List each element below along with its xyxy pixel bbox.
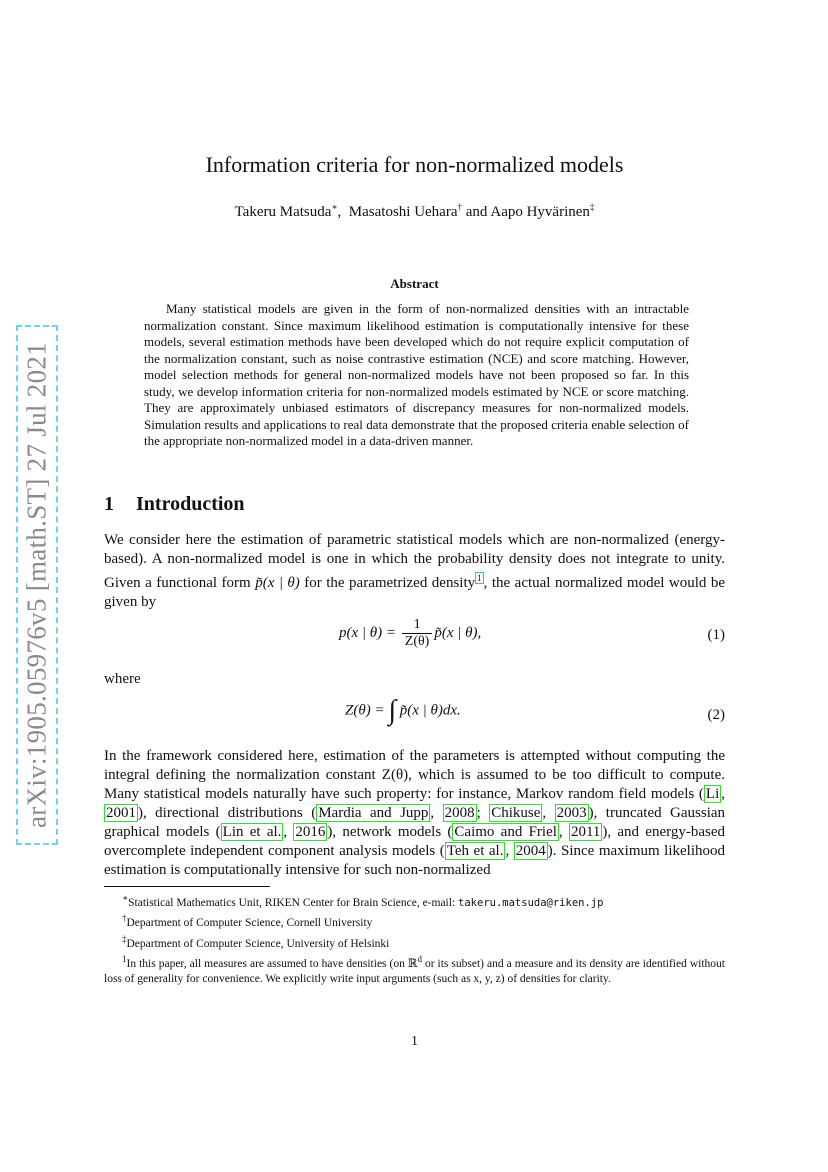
superscript: d: [417, 953, 422, 964]
author-name: Aapo Hyvärinen: [490, 204, 590, 220]
citation-link[interactable]: Teh et al.: [446, 843, 504, 859]
author-list: Takeru Matsuda∗, Masatoshi Uehara† and Aapo Hyvärinen‡: [234, 202, 595, 220]
footnote-text: Department of Computer Science, Cornell University: [126, 917, 373, 930]
inline-math: p̃(x | θ): [255, 575, 300, 591]
footnote-text: In this paper, all measures are assumed to have densities (on ℝ: [126, 957, 418, 970]
section-title: Introduction: [136, 493, 245, 515]
text-run: ,: [283, 824, 294, 840]
author-mark[interactable]: †: [457, 202, 462, 212]
text-run: ,: [430, 805, 443, 821]
text-run: , the actual normalized model would be given by: [104, 575, 725, 610]
text-run: ,: [721, 786, 725, 802]
text-run: ), network models (: [327, 824, 453, 840]
text-run: ), and energy-based overcomplete independent component analysis models (: [104, 824, 725, 859]
citation-link[interactable]: 2016: [295, 824, 326, 840]
equation-rhs: p̃(x | θ),: [434, 624, 482, 641]
equation-2: [104, 697, 725, 737]
intro-paragraph-2: [104, 747, 725, 880]
footnote-4: [104, 952, 725, 988]
email-link[interactable]: takeru.matsuda@riken.jp: [458, 896, 604, 909]
text-run: ). Since maximum likelihood estimation is computationally intensive for such non-normalized: [104, 843, 725, 878]
equation-lhs: Z(θ) =: [345, 702, 385, 719]
citation-link[interactable]: Li: [705, 786, 720, 802]
author-mark[interactable]: ‡: [589, 202, 595, 212]
numerator: 1: [402, 617, 433, 634]
citation-link[interactable]: Mardia and Jupp: [318, 805, 429, 821]
citation-link[interactable]: 2011: [570, 824, 601, 840]
integral-symbol: ∫: [388, 695, 396, 726]
abstract-heading: Abstract: [390, 276, 439, 291]
footnote-divider: [104, 886, 270, 887]
arxiv-stamp-text: arXiv:1905.05976v5 [math.ST] 27 Jul 2021: [21, 342, 52, 828]
citation-link[interactable]: 2008: [444, 805, 475, 821]
author-name: Takeru Matsuda: [234, 204, 332, 220]
footnotes: [104, 891, 725, 988]
footnote-text: Statistical Mathematics Unit, RIKEN Center for Brain Science, e-mail:: [128, 896, 459, 909]
page-number: 1: [411, 1034, 418, 1049]
section-number: 1: [104, 493, 114, 515]
footnote-text: Department of Computer Science, University of Helsinki: [126, 937, 390, 950]
text-run: We consider here the estimation of parametric statistical models which are non-normalized (energy-based). A non-normalized model is one in which the probability density does not integrate to unity. Given a functional form: [104, 532, 725, 591]
footnote-ref-link[interactable]: 1: [477, 573, 482, 583]
equation-body: [345, 697, 461, 725]
text-run: ,: [558, 824, 569, 840]
text-run: ), truncated Gaussian graphical models (: [104, 805, 726, 840]
citation-link[interactable]: 2001: [106, 805, 136, 821]
footnote-2: [104, 911, 725, 931]
section-heading: [104, 493, 245, 516]
citation-link[interactable]: Chikuse: [491, 805, 541, 821]
citation-link[interactable]: Lin et al.: [222, 824, 282, 840]
footnote-mark: ∗: [122, 893, 129, 903]
author-mark[interactable]: ∗: [331, 202, 338, 212]
arxiv-stamp: [16, 325, 58, 845]
equation-rhs: p̃(x | θ)dx.: [399, 702, 461, 719]
citation-link[interactable]: 2003: [556, 805, 587, 821]
text-run: ), directional distributions (: [138, 805, 317, 821]
denominator: Z(θ): [404, 634, 430, 649]
paper-title: Information criteria for non-normalized models: [205, 152, 624, 177]
equation-1: [104, 617, 725, 657]
text-run: ,: [542, 805, 555, 821]
footnote-text: or its subset) and a measure and its density are identified without loss of generality for convenience. We explicitly write input arguments (such as x, y, z) of densities for clarity.: [104, 957, 726, 986]
text-run: ;: [476, 805, 490, 821]
footnote-1: [104, 891, 725, 911]
footnote-mark: ‡: [122, 933, 127, 944]
equation-lhs: p(x | θ) =: [339, 624, 397, 641]
where-text: where: [104, 671, 141, 687]
equation-number: (1): [707, 627, 725, 643]
citation-link[interactable]: Caimo and Friel: [454, 824, 557, 840]
author-conjunction: and: [465, 204, 488, 220]
fraction: [402, 617, 433, 650]
footnote-3: [104, 932, 725, 952]
abstract-text: Many statistical models are given in the form of non-normalized densities with an intractable normalization constant. Since maximum likelihood estimation is computationally intensive for these models, several estimation methods have been developed which do not require explicit computation of the normalization constant, such as noise contrastive estimation (NCE) and score matching. However, model selection methods for general non-normalized models have not been proposed so far. In this study, we develop information criteria for non-normalized models estimated by NCE or score matching. They are approximately unbiased estimators of discrepancy measures for non-normalized models. Simulation results and applications to real data demonstrate that the proposed criteria enable selection of the appropriate non-normalized model in a data-driven manner.: [144, 301, 689, 448]
footnote-mark: 1: [122, 953, 127, 964]
footnote-mark: †: [122, 913, 127, 924]
text-run: In the framework considered here, estimation of the parameters is attempted without computing the integral defining the normalization constant Z(θ), which is assumed to be too difficult to compute. Many statistical models naturally have such property: for instance, Markov random field models (: [104, 748, 725, 802]
citation-link[interactable]: 2004: [515, 843, 546, 859]
equation-body: [339, 617, 481, 650]
equation-number: (2): [707, 707, 725, 723]
text-run: ,: [505, 843, 514, 859]
text-run: for the parametrized density: [299, 575, 476, 591]
intro-paragraph-1: [104, 531, 725, 612]
author-name: Masatoshi Uehara: [348, 204, 458, 220]
